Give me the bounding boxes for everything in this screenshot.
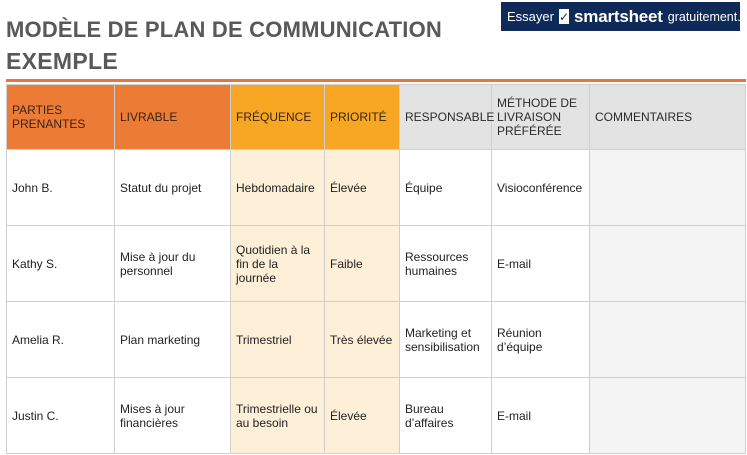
column-header: RESPONSABLE — [400, 85, 492, 150]
table-row — [7, 378, 746, 454]
table-cell: Amelia R. — [7, 302, 115, 378]
table-cell: Mise à jour du personnel — [115, 226, 231, 302]
table-cell: Visioconférence — [492, 150, 590, 226]
table-cell: Réunion d’équipe — [492, 302, 590, 378]
table-row — [7, 226, 746, 302]
communication-plan-table — [6, 84, 746, 454]
table-cell — [590, 302, 746, 378]
column-header: PARTIES PRENANTES — [7, 85, 115, 150]
table-cell: Élevée — [325, 378, 400, 454]
column-header: PRIORITÉ — [325, 85, 400, 150]
banner-try-label: Essayer — [507, 9, 554, 24]
table-cell: Plan marketing — [115, 302, 231, 378]
column-header: LIVRABLE — [115, 85, 231, 150]
table-row — [7, 302, 746, 378]
table-cell — [590, 226, 746, 302]
table-cell: Bureau d’affaires — [400, 378, 492, 454]
checkbox-check-icon: ✓ — [558, 9, 570, 24]
smartsheet-trial-banner[interactable] — [501, 2, 740, 31]
table-cell: E-mail — [492, 226, 590, 302]
table-cell: E-mail — [492, 378, 590, 454]
table-header-row — [7, 85, 746, 150]
table-cell: Faible — [325, 226, 400, 302]
table-cell: Marketing et sensibilisation — [400, 302, 492, 378]
page-title: MODÈLE DE PLAN DE COMMUNICATION — [6, 17, 443, 42]
table-cell: Trimestrielle ou au besoin — [231, 378, 325, 454]
table-cell: Élevée — [325, 150, 400, 226]
column-header: COMMENTAIRES — [590, 85, 746, 150]
banner-brand-logo: smartsheet — [574, 6, 663, 26]
table-cell: Statut du projet — [115, 150, 231, 226]
table-cell: John B. — [7, 150, 115, 226]
banner-suffix: gratuitement. — [667, 9, 741, 24]
table-cell — [590, 150, 746, 226]
table-cell — [590, 378, 746, 454]
table-cell: Quotidien à la fin de la journée — [231, 226, 325, 302]
table-cell: Trimestriel — [231, 302, 325, 378]
table-cell: Équipe — [400, 150, 492, 226]
table-cell: Ressources humaines — [400, 226, 492, 302]
table-cell: Justin C. — [7, 378, 115, 454]
table-row — [7, 150, 746, 226]
table-cell: Mises à jour financières — [115, 378, 231, 454]
table-cell: Hebdomadaire — [231, 150, 325, 226]
page-subtitle: EXEMPLE — [6, 48, 119, 74]
column-header: MÉTHODE DE LIVRAISON PRÉFÉRÉE — [492, 85, 590, 150]
title-divider — [6, 79, 746, 82]
column-header: FRÉQUENCE — [231, 85, 325, 150]
table-cell: Kathy S. — [7, 226, 115, 302]
table-cell: Très élevée — [325, 302, 400, 378]
